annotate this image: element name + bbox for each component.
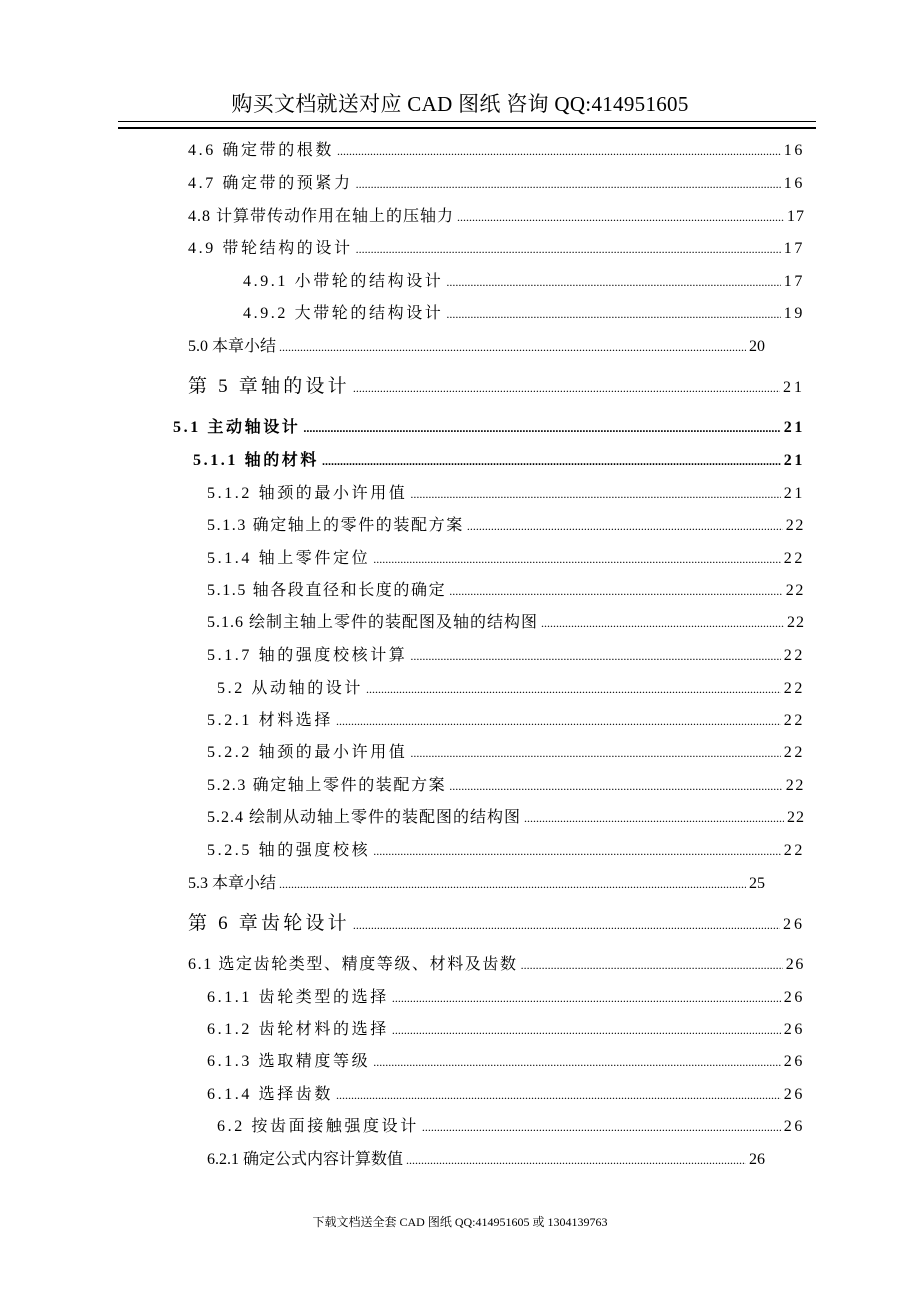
toc-leader <box>336 712 781 730</box>
toc-entry-title: 6.2 按齿面接触强度设计 <box>217 1118 419 1135</box>
toc-entry[interactable] <box>173 414 805 437</box>
toc-entry-page: 22 <box>783 712 805 729</box>
toc-entry-title: 5.1.7 轴的强度校核计算 <box>207 647 408 664</box>
toc-entry-title: 5.2.4 绘制从动轴上零件的装配图的结构图 <box>207 809 522 826</box>
toc-entry[interactable] <box>243 300 805 323</box>
toc-entry-title: 5.1.3 确定轴上的零件的装配方案 <box>207 517 464 534</box>
toc-entry-title: 5.1.5 轴各段直径和长度的确定 <box>207 582 447 599</box>
toc-leader <box>366 680 781 698</box>
toc-leader <box>446 305 780 323</box>
toc-leader <box>524 809 784 827</box>
toc-entry[interactable] <box>207 642 805 665</box>
toc-entry-title: 5.1.6 绘制主轴上零件的装配图及轴的结构图 <box>207 614 539 631</box>
toc-entry-page: 26 <box>783 989 805 1006</box>
toc-entry-title: 6.2.1 确定公式内容计算数值 <box>207 1151 404 1168</box>
toc-entry-title: 4.7 确定带的预紧力 <box>188 175 353 192</box>
toc-entry-page: 16 <box>783 142 805 159</box>
toc-entry-page: 19 <box>783 305 805 322</box>
toc-entry[interactable] <box>207 512 805 535</box>
toc-entry-page: 17 <box>787 208 805 225</box>
toc-entry[interactable] <box>207 984 805 1007</box>
toc-entry-title: 4.9.2 大带轮的结构设计 <box>243 305 444 322</box>
toc-entry-page: 22 <box>783 680 805 697</box>
toc-leader <box>422 1118 781 1136</box>
toc-leader <box>373 550 781 568</box>
page-footer: 下载文档送全套 CAD 图纸 QQ:414951605 或 1304139763 <box>312 1215 608 1229</box>
toc-entry-title: 6.1.4 选择齿数 <box>207 1086 334 1103</box>
toc-leader <box>467 517 783 535</box>
toc-entry[interactable] <box>217 1113 805 1136</box>
toc-entry-page: 17 <box>783 273 805 290</box>
toc-entry-title: 5.2.5 轴的强度校核 <box>207 842 371 859</box>
toc-entry-title: 6.1.3 选取精度等级 <box>207 1053 371 1070</box>
toc-entry[interactable] <box>207 480 805 503</box>
toc-entry-page: 22 <box>783 744 805 761</box>
toc-entry[interactable] <box>207 804 805 827</box>
toc-entry-page: 22 <box>783 842 805 859</box>
header-rule-thin <box>118 121 816 122</box>
toc-entry-page: 25 <box>749 875 765 892</box>
toc-entry-title: 5.1.2 轴颈的最小许用值 <box>207 485 408 502</box>
toc-entry-page: 16 <box>783 175 805 192</box>
toc-leader <box>356 175 781 193</box>
toc-entry[interactable] <box>188 137 805 160</box>
header-rule-thick <box>118 127 816 129</box>
toc-entry[interactable] <box>188 333 765 356</box>
toc-entry[interactable] <box>207 1016 805 1039</box>
toc-chapter-entry[interactable] <box>188 908 805 935</box>
toc-entry-page: 26 <box>783 1118 805 1135</box>
toc-entry-title: 5.1.4 轴上零件定位 <box>207 550 371 567</box>
toc-leader <box>406 1151 746 1169</box>
toc-entry[interactable] <box>188 951 805 974</box>
toc-entry-page: 26 <box>783 916 805 933</box>
toc-leader <box>279 875 746 893</box>
toc-entry-page: 26 <box>785 956 805 973</box>
toc-entry[interactable] <box>243 268 805 291</box>
toc-entry-page: 22 <box>783 550 805 567</box>
toc-entry-title: 5.3 本章小结 <box>188 875 277 892</box>
toc-entry[interactable] <box>188 203 805 226</box>
toc-entry[interactable] <box>207 545 805 568</box>
toc-leader <box>410 485 780 503</box>
toc-entry[interactable] <box>207 577 805 600</box>
toc-entry-title: 4.8 计算带传动作用在轴上的压轴力 <box>188 208 455 225</box>
toc-leader <box>457 208 784 226</box>
toc-leader <box>322 452 781 470</box>
toc-leader <box>410 647 780 665</box>
toc-entry[interactable] <box>193 447 805 470</box>
toc-entry-page: 26 <box>783 1053 805 1070</box>
toc-leader <box>392 989 781 1007</box>
toc-entry-title: 6.1.1 齿轮类型的选择 <box>207 989 389 1006</box>
toc-entry-page: 20 <box>749 338 765 355</box>
toc-entry[interactable] <box>207 837 805 860</box>
toc-leader <box>356 240 781 258</box>
toc-entry-title: 4.9.1 小带轮的结构设计 <box>243 273 444 290</box>
page-header: 购买文档就送对应 CAD 图纸 咨询 QQ:414951605 <box>231 92 689 116</box>
toc-entry-title: 6.1.2 齿轮材料的选择 <box>207 1021 389 1038</box>
toc-entry[interactable] <box>188 870 765 893</box>
toc-entry[interactable] <box>217 675 805 698</box>
toc-leader <box>541 614 784 632</box>
toc-leader <box>410 744 780 762</box>
toc-entry-page: 22 <box>783 647 805 664</box>
toc-entry-title: 5.1.1 轴的材料 <box>193 452 320 469</box>
toc-entry-page: 21 <box>783 485 805 502</box>
toc-entry-title: 第 5 章轴的设计 <box>188 376 350 397</box>
toc-chapter-entry[interactable] <box>188 371 805 398</box>
toc-entry-page: 22 <box>787 614 805 631</box>
toc-leader <box>279 338 746 356</box>
toc-entry-title: 5.1 主动轴设计 <box>173 419 301 436</box>
toc-entry-title: 4.9 带轮结构的设计 <box>188 240 353 257</box>
toc-leader <box>373 1053 781 1071</box>
toc-leader <box>521 956 783 974</box>
toc-entry-page: 22 <box>785 517 805 534</box>
toc-entry-title: 第 6 章齿轮设计 <box>188 913 350 934</box>
toc-entry[interactable] <box>207 772 805 795</box>
toc-entry-page: 26 <box>783 1021 805 1038</box>
toc-leader <box>336 1086 781 1104</box>
toc-entry-page: 21 <box>783 419 805 436</box>
toc-entry-page: 22 <box>787 809 805 826</box>
toc-leader <box>373 842 781 860</box>
toc-entry[interactable] <box>207 707 805 730</box>
toc-entry-title: 5.0 本章小结 <box>188 338 277 355</box>
toc-entry-page: 22 <box>785 777 805 794</box>
toc-entry[interactable] <box>207 739 805 762</box>
toc-leader <box>392 1021 781 1039</box>
toc-entry-title: 6.1 选定齿轮类型、精度等级、材料及齿数 <box>188 956 518 973</box>
toc-entry[interactable] <box>188 170 805 193</box>
toc-leader <box>303 419 780 437</box>
toc-entry-page: 22 <box>785 582 805 599</box>
toc-entry[interactable] <box>207 1081 805 1104</box>
toc-leader <box>353 376 780 398</box>
toc-entry-page: 26 <box>783 1086 805 1103</box>
toc-entry[interactable] <box>207 1048 805 1071</box>
toc-entry-title: 5.2 从动轴的设计 <box>217 680 364 697</box>
toc-entry-title: 4.6 确定带的根数 <box>188 142 335 159</box>
toc-entry-page: 26 <box>749 1151 765 1168</box>
toc-entry-title: 5.2.3 确定轴上零件的装配方案 <box>207 777 447 794</box>
toc-entry[interactable] <box>188 235 805 258</box>
toc-entry-page: 21 <box>783 379 805 396</box>
toc-leader <box>449 777 783 795</box>
toc-entry-page: 21 <box>783 452 805 469</box>
toc-entry[interactable] <box>207 1146 765 1169</box>
toc-leader <box>353 913 780 935</box>
toc-leader <box>446 273 780 291</box>
toc-entry-title: 5.2.2 轴颈的最小许用值 <box>207 744 408 761</box>
toc-leader <box>337 142 781 160</box>
toc-entry-title: 5.2.1 材料选择 <box>207 712 334 729</box>
toc-entry-page: 17 <box>783 240 805 257</box>
toc-leader <box>449 582 783 600</box>
toc-entry[interactable] <box>207 609 805 632</box>
